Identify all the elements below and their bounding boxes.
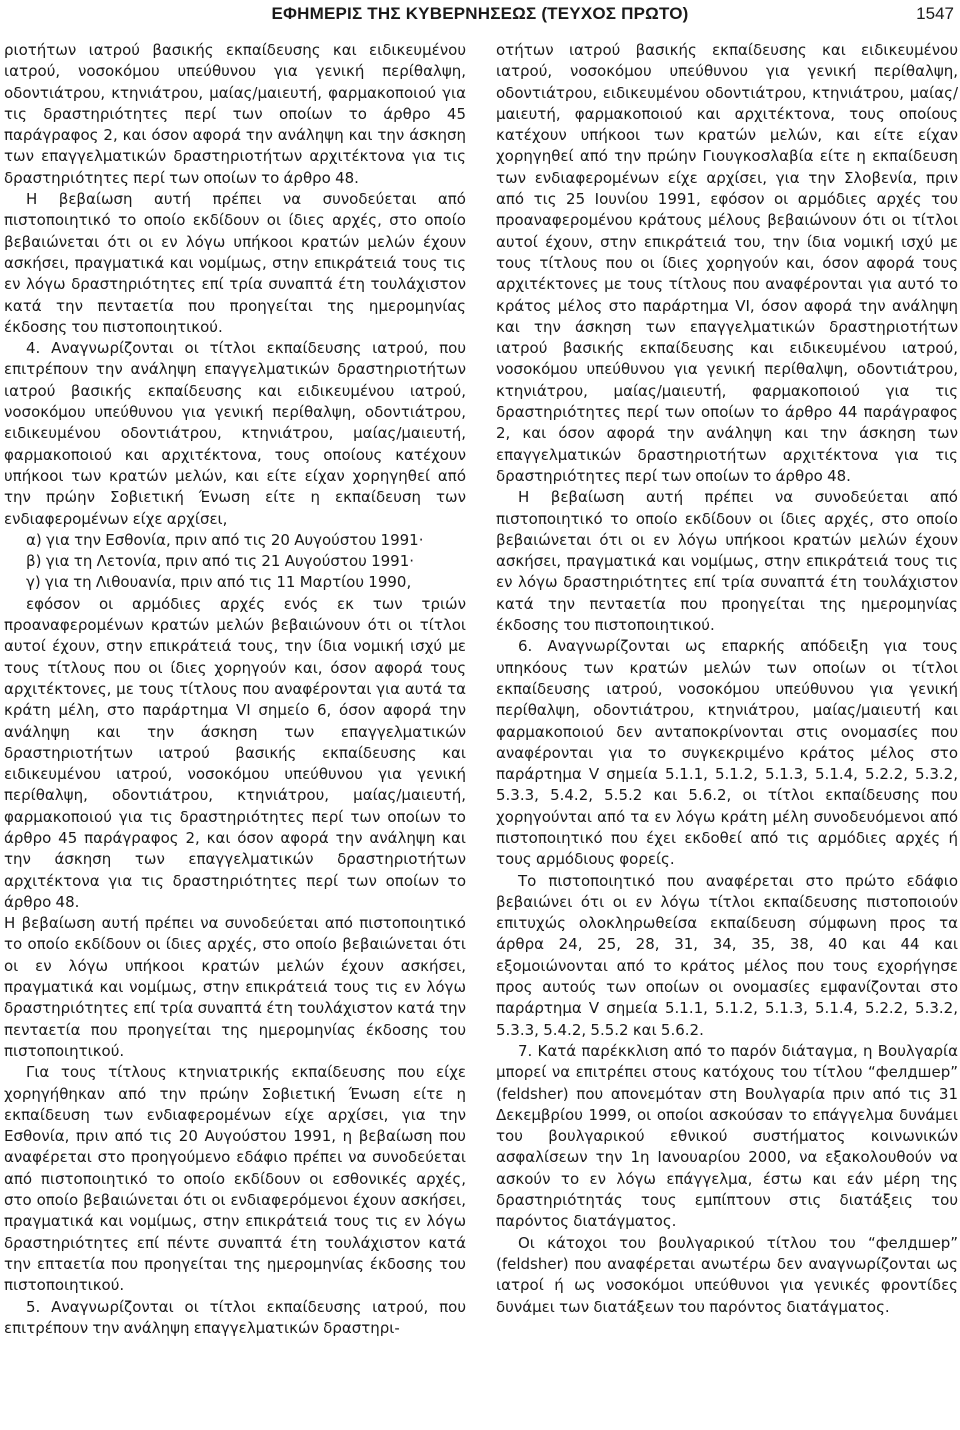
paragraph: Το πιστοποιητικό που αναφέρεται στο πρώτο εδάφιο βεβαιώνει ότι οι εν λόγω τίτλοι εκπαίδευσης πιστοποιούν επιτυχώς ολοκληρωθείσα εκπαίδευση σύμφωνη προς τα άρθρα 24, 25, 28, 31, 34, 35, 38, 40 και 44 και εξομοιώνονται από το κράτος μέλος που τους εχορήγησε προς αυτούς των οποίων οι ονομασίες εμφανίζονται στο παράρτημα V σημεία 5.1.1, 5.1.2, 5.1.3, 5.1.4, 5.2.2, 5.3.2, 5.3.3, 5.4.2, 5.5.2 και 5.6.2.	[496, 871, 958, 1039]
paragraph: 6. Αναγνωρίζονται ως επαρκής απόδειξη για τους υπηκόους των κρατών μελών των οποίων οι τίτλοι εκπαίδευσης ιατρού, νοσοκόμου υπεύθυνου για γενική περίθαλψη, οδοντιάτρου, κτηνιάτρου, μαίας/μαιευτή και φαρμακοποιού δεν ανταποκρίνονται στις ονομασίες που αναφέρονται για το συγκεκριμένο κράτος μέλος στο παράρτημα V σημεία 5.1.1, 5.1.2, 5.1.3, 5.1.4, 5.2.2, 5.3.2, 5.3.3, 5.4.2, 5.5.2 και 5.6.2, οι τίτλοι εκπαίδευσης που χορηγούνται από τα εν λόγω κράτη μέλη συνοδευόμενοι από πιστοποιητικό που έχει εκδοθεί από τις αρμόδιες αρχές ή τους αρμόδιους φορείς.	[496, 637, 958, 869]
paragraph: 7. Κατά παρέκκλιση από το παρόν διάταγμα, η Βουλγαρία μπορεί να επιτρέπει στους κατόχους του τίτλου “фелдшер” (feldsher) που απονεμόταν στη Βουλγαρία πριν από τις 31 Δεκεμβρίου 1999, οι οποίοι ασκούσαν το επάγγελμα δυνάμει του βουλγαρικού εθνικού συστήματος κοινωνικών ασφαλίσεων την 1η Ιανουαρίου 2000, να εξακολουθούν να ασκούν το εν λόγω επάγγελμα, έστω και εάν μέρη της δραστηριότητάς τους εμπίπτουν στις διατάξεις του παρόντος διατάγματος.	[496, 1041, 958, 1231]
paragraph: 4. Αναγνωρίζονται οι τίτλοι εκπαίδευσης ιατρού, που επιτρέπουν την ανάληψη επαγγελματικών δραστηριοτήτων ιατρού βασικής εκπαίδευσης και ειδικευμένου ιατρού, νοσοκόμου υπεύθυνου για γενική περίθαλψη, οδοντιάτρου, ειδικευμένου οδοντιάτρου, κτηνιάτρου, μαίας/μαιευτή, φαρμακοποιού και αρχιτέκτονα, τους οποίους κατέχουν υπήκοοι των κρατών μελών, και είτε είχαν χορηγηθεί από την πρώην Σοβιετική Ένωση είτε η εκπαίδευση των ενδιαφερομένων είχε αρχίσει,	[4, 339, 466, 528]
paragraph: 5. Αναγνωρίζονται οι τίτλοι εκπαίδευσης ιατρού, που επιτρέπουν την ανάληψη επαγγελματικών δραστηρι-	[4, 1297, 466, 1337]
paragraph: Η βεβαίωση αυτή πρέπει να συνοδεύεται από πιστοποιητικό το οποίο εκδίδουν οι ίδιες αρχές, στο οποίο βεβαιώνεται ότι οι εν λόγω υπήκοοι κρατών μελών έχουν ασκήσει, πραγματικά και νομίμως, στην επικράτειά τους τις εν λόγω δραστηριότητες επί τρία συναπτά έτη τουλάχιστον κατά την πενταετία που προηγείται της ημερομηνίας έκδοσης του πιστοποιητικού.	[4, 190, 466, 336]
paragraph: Για τους τίτλους κτηνιατρικής εκπαίδευσης που είχε χορηγήθηκαν από την πρώην Σοβιετική Ένωση είτε η εκπαίδευση των ενδιαφερομένων είχε αρχίσει, για την Εσθονία, πριν από τις 20 Αυγούστου 1991, η βεβαίωση που αναφέρεται στο προηγούμενο εδάφιο πρέπει να συνοδεύεται από πιστοποιητικό το οποίο εκδίδουν οι εσθονικές αρχές, στο οποίο βεβαιώνεται ότι οι ενδιαφερόμενοι έχουν ασκήσει, πραγματικά και νομίμως, στην επικράτειά τους τις εν λόγω δραστηριότητες επί πέντε συναπτά έτη τουλάχιστον κατά την επταετία που προηγείται της ημερομηνίας έκδοσης του πιστοποιητικού.	[4, 1063, 466, 1295]
paragraph: ριοτήτων ιατρού βασικής εκπαίδευσης και ειδικευμένου ιατρού, νοσοκόμου υπεύθυνου για γενική περίθαλψη, οδοντιάτρου, κτηνιάτρου, μαίας/μαιευτή, φαρμακοποιού για τις δραστηριότητες περί των οποίων το άρθρο 45 παράγραφος 2, και όσον αφορά την ανάληψη και την άσκηση των επαγγελματικών δραστηριοτήτων αρχιτέκτονα για τις δραστηριότητες περί των οποίων το άρθρο 48.	[4, 41, 466, 187]
right-column	[496, 40, 958, 1318]
paragraph: Οι κάτοχοι του βουλγαρικού τίτλου του “фелдшер” (feldsher) που αναφέρεται ανωτέρω δεν αναγνωρίζονται ως ιατροί ή ως νοσοκόμοι υπεύθυνοι για γενικές φροντίδες δυνάμει των διατάξεων του παρόντος διατάγματος.	[496, 1233, 958, 1316]
left-column	[4, 40, 466, 1339]
paragraph: Η βεβαίωση αυτή πρέπει να συνοδεύεται από πιστοποιητικό το οποίο εκδίδουν οι ίδιες αρχές, στο οποίο βεβαιώνεται ότι οι εν λόγω υπήκοοι κρατών μελών έχουν ασκήσει, πραγματικά και νομίμως, στην επικράτειά τους τις εν λόγω δραστηριότητες επί τρία συναπτά έτη τουλάχιστον κατά την πενταετία που προηγείται της ημερομηνίας έκδοσης του πιστοποιητικού.	[496, 488, 958, 635]
list-item: γ) για τη Λιθουανία, πριν από τις 11 Μαρτίου 1990,	[26, 573, 412, 592]
gazette-title: ΕΦΗΜΕΡΙΣ ΤΗΣ ΚΥΒΕΡΝΗΣΕΩΣ (ΤΕΥΧΟΣ ΠΡΩΤΟ)	[271, 4, 689, 23]
paragraph: Η βεβαίωση αυτή πρέπει να συνοδεύεται από πιστοποιητικό το οποίο εκδίδουν οι ίδιες αρχές, στο οποίο βεβαιώνεται ότι οι εν λόγω υπήκοοι κρατών μελών έχουν ασκήσει, πραγματικά και νομίμως, στην επικράτειά τους τις εν λόγω δραστηριότητες επί τρία συναπτά έτη τουλάχιστον κατά την πενταετία που προηγείται της ημερομηνίας έκδοσης του πιστοποιητικού.	[4, 914, 466, 1060]
list-item: α) για την Εσθονία, πριν από τις 20 Αυγούστου 1991·	[26, 530, 424, 549]
page-header	[0, 0, 960, 30]
page-number: 1547	[916, 4, 954, 23]
list-item: β) για τη Λετονία, πριν από τις 21 Αυγούστου 1991·	[26, 552, 415, 571]
paragraph: οτήτων ιατρού βασικής εκπαίδευσης και ειδικευμένου ιατρού, νοσοκόμου υπεύθυνου για γενική περίθαλψη, οδοντιάτρου, ειδικευμένου οδοντιάτρου, κτηνιάτρου, μαίας/μαιευτή, φαρμακοποιού και αρχιτέκτονα, τους οποίους κατέχουν υπήκοοι των κρατών μελών, και είτε είχαν χορηγηθεί από την πρώην Γιουγκοσλαβία είτε η εκπαίδευση των ενδιαφερομένων είχε αρχίσει, για την Σλοβενία, πριν από τις 25 Ιουνίου 1991, εφόσον οι αρμόδιες αρχές του προαναφερομένου κράτους μέλους βεβαιώνουν ότι οι τίτλοι αυτοί έχουν, στην επικράτειά του, την ίδια νομική ισχύ με τους τίτλους που οι ίδιες χορηγούν και, όσον αφορά τους αρχιτέκτονες με τους τίτλους που αναφέρονται για αυτό το κράτος μέλος στο παράρτημα VI, όσον αφορά την ανάληψη και την άσκηση των επαγγελματικών δραστηριοτήτων ιατρού βασικής εκπαίδευσης και ειδικευμένου ιατρού, νοσοκόμου υπεύθυνου για γενική περίθαλψη, οδοντιάτρου, κτηνιάτρου, μαίας/μαιευτή, φαρμακοποιού για τις δραστηριότητες περί των οποίων το άρθρο 44 παράγραφος 2, και όσον αφορά την ανάληψη και την άσκηση των επαγγελματικών δραστηριοτήτων αρχιτέκτονα για τις δραστηριότητες περί των οποίων το άρθρο 48.	[496, 41, 958, 485]
paragraph: εφόσον οι αρμόδιες αρχές ενός εκ των τριών προαναφερομένων κρατών μελών βεβαιώνουν ότι οι τίτλοι αυτοί έχουν, στην επικράτειά τους, την ίδια νομική ισχύ με τους τίτλους που οι ίδιες χορηγούν και, όσον αφορά τους αρχιτέκτονες, με τους τίτλους που αναφέρονται για αυτά τα κράτη μέλη, στο παράρτημα VI σημείο 6, όσον αφορά την ανάληψη και την άσκηση των επαγγελματικών δραστηριοτήτων ιατρού βασικής εκπαίδευσης και ειδικευμένου ιατρού, νοσοκόμου υπεύθυνου για γενική περίθαλψη, οδοντιάτρου, κτηνιάτρου, μαίας/μαιευτή, φαρμακοποιού για τις δραστηριότητες περί των οποίων το άρθρο 45 παράγραφος 2, και όσον αφορά την ανάληψη και την άσκηση των επαγγελματικών δραστηριοτήτων αρχιτέκτονα για τις δραστηριότητες περί των οποίων το άρθρο 48.	[4, 594, 466, 911]
